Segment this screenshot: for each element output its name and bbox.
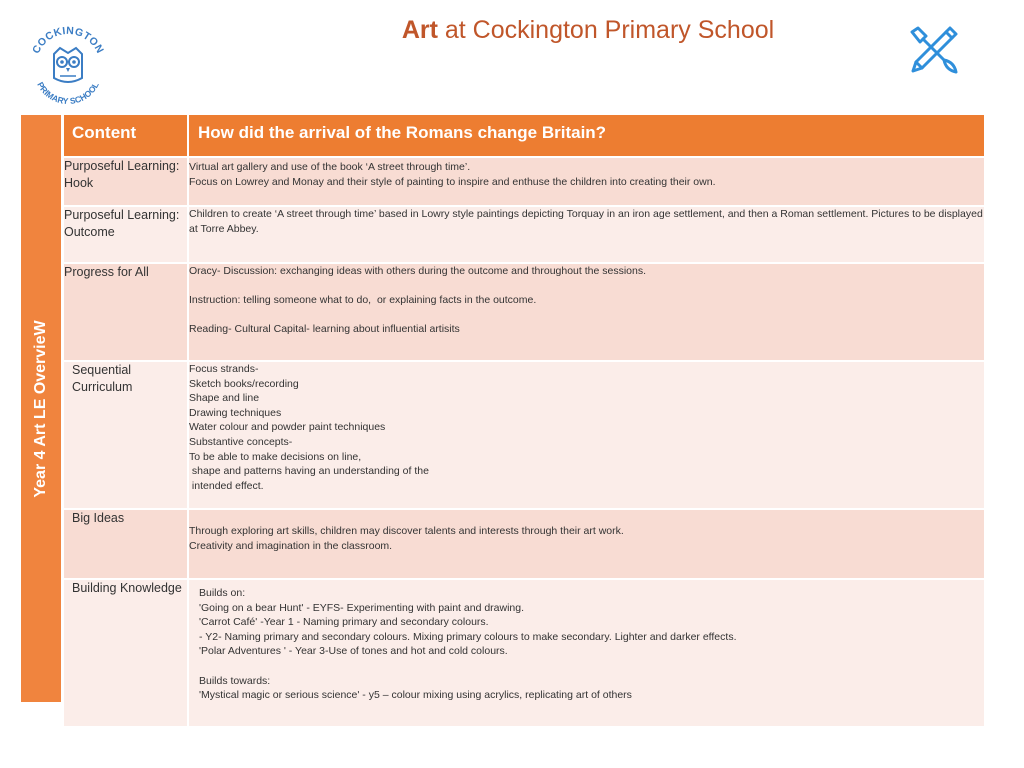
row-body: Builds on: 'Going on a bear Hunt' - EYFS- Experimenting with paint and drawing. 'Carrot Café' -Year 1 - Naming primary and secondary colours. - Y2- Naming primary and secondary colours. Mixing primary colours to make secondary. Lighter and darker effects. 'Polar Adventures ' - Year 3-Use of tones and hot and cold colours. Builds towards: 'Mystical magic or serious science' - y5 – colour mixing using acrylics, replicating art of others [188, 579, 984, 727]
row-body: Focus strands- Sketch books/recording Shape and line Drawing techniques Water colour and powder paint techniques Substantive concepts- To be able to make decisions on line, shape and patterns having an understanding of the intended effect. [188, 361, 984, 509]
table-row [64, 263, 984, 361]
row-label: Big Ideas [64, 509, 188, 579]
school-logo [24, 20, 112, 108]
side-label: Year 4 Art LE OvervieW [32, 319, 49, 498]
row-label: Sequential Curriculum [64, 361, 188, 509]
side-band [21, 115, 61, 702]
svg-text:PRIMARY SCHOOL [35, 80, 101, 106]
page-title [340, 16, 836, 45]
overview-table [64, 115, 984, 728]
owl-icon [54, 48, 82, 82]
row-body: Through exploring art skills, children may discover talents and interests through their art work. Creativity and imagination in the classroom. [188, 509, 984, 579]
row-body: Oracy- Discussion: exchanging ideas with others during the outcome and throughout the sessions. Instruction: telling someone what to do, or explaining facts in the outcome. Reading- Cultural Capital- learning about influential artisits [188, 263, 984, 361]
row-label: Purposeful Learning: Hook [64, 157, 188, 206]
table-row [64, 509, 984, 579]
logo-top-text: COCKINGTON [30, 24, 106, 56]
table-row [64, 361, 984, 509]
table-row [64, 157, 984, 206]
content-header: Content [64, 115, 188, 157]
row-label: Building Knowledge [64, 579, 188, 727]
table-row [64, 206, 984, 263]
title-strong: Art [401, 16, 438, 44]
pencil-brush-icon [906, 22, 962, 78]
row-body: Children to create ‘A street through time’ based in Lowry style paintings depicting Torquay in an iron age settlement, and then a Roman settlement. Pictures to be displayed at Torre Abbey. [188, 206, 984, 263]
topic-header: How did the arrival of the Romans change Britain? [188, 115, 984, 157]
row-body: Virtual art gallery and use of the book ‘A street through time’. Focus on Lowrey and Monay and their style of painting to inspire and enthuse the children into creating their own. [188, 157, 984, 206]
svg-text:COCKINGTON [30, 25, 106, 56]
logo-bottom-text: PRIMARY SCHOOL [35, 80, 101, 107]
row-label: Progress for All [64, 263, 188, 361]
table-row [64, 579, 984, 727]
table-header [64, 115, 984, 157]
title-rest: at Cockington Primary School [437, 16, 775, 44]
row-label: Purposeful Learning: Outcome [64, 206, 188, 263]
